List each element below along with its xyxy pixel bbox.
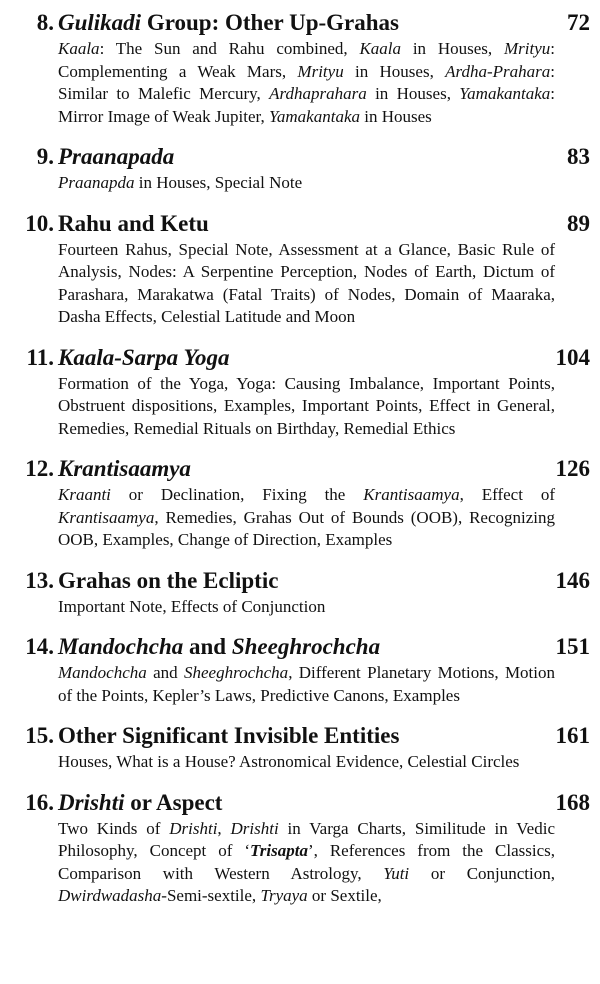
- chapter-title-part: Kaala-Sarpa Yoga: [58, 344, 230, 370]
- chapter-title-part: Drishti: [58, 789, 125, 815]
- topic-text: , Effect of: [459, 485, 555, 504]
- toc-entry: [0, 209, 600, 329]
- chapter-topics: [58, 38, 555, 128]
- topic-text: : Similar to Malefic Mercury,: [58, 61, 555, 103]
- page-number: 104: [555, 344, 590, 370]
- chapter-number: 9.: [36, 144, 54, 169]
- page-number: 151: [555, 634, 590, 659]
- topic-text: Sheeghrochcha: [184, 663, 289, 682]
- topic-text: in Houses,: [366, 84, 460, 103]
- toc-entry: [0, 343, 600, 441]
- topic-text: Drishti: [230, 818, 279, 838]
- topic-text: , Remedies, Grahas Out of Bounds (OOB), Recognizing OOB, Examples, Change of Direction, Examples: [58, 507, 555, 549]
- topic-text: Tryaya: [260, 886, 308, 905]
- topic-text: Mandochcha: [58, 663, 147, 682]
- chapter-title: [58, 142, 174, 172]
- chapter-heading: [0, 343, 600, 373]
- chapter-heading: [0, 209, 600, 239]
- chapter-title: [58, 721, 399, 751]
- chapter-number: 15.: [25, 723, 54, 748]
- topic-text: Kraanti: [58, 485, 111, 504]
- topic-text: , Different Planetary Motions, Motion of the Points, Kepler’s Laws, Predictive Canons, Examples: [58, 663, 556, 705]
- topic-text: in Varga Charts, Similitude in Vedic Philosophy, Concept of ‘: [58, 818, 555, 860]
- chapter-title-part: Grahas on the Ecliptic: [58, 567, 279, 593]
- topic-text: or Sextile,: [307, 886, 382, 905]
- topic-text: : Mirror Image of Weak Jupiter,: [58, 84, 556, 126]
- chapter-title-part: Sheeghrochcha: [231, 634, 381, 659]
- chapter-title: [58, 788, 222, 818]
- chapter-number: 12.: [25, 456, 54, 481]
- page-number: 146: [555, 567, 590, 593]
- toc-entry: [0, 454, 600, 552]
- topic-text: Ardhaprahara: [269, 84, 367, 103]
- topic-text: Yamakantaka: [269, 106, 361, 126]
- table-of-contents: [0, 8, 600, 922]
- chapter-heading: [0, 788, 600, 818]
- chapter-title-part: Other Significant Invisible Entities: [58, 723, 400, 748]
- topic-text: Krantisaamya: [363, 485, 460, 504]
- topic-text: in Houses,: [401, 39, 504, 58]
- chapter-topics: [58, 239, 555, 329]
- chapter-number: 14.: [25, 634, 54, 659]
- topic-text: -Semi-sextile,: [161, 886, 261, 905]
- topic-text: : Complementing a Weak Mars,: [58, 39, 555, 81]
- topic-text: : The Sun and Rahu combined,: [99, 39, 360, 58]
- chapter-title: [58, 566, 278, 596]
- chapter-title: [58, 632, 380, 662]
- chapter-title-part: or Aspect: [124, 789, 223, 815]
- page-number: 161: [555, 723, 590, 748]
- chapter-number: 11.: [26, 344, 54, 370]
- chapter-title: [58, 209, 209, 239]
- toc-entry: [0, 142, 600, 195]
- chapter-title-part: Krantisaamya: [58, 456, 191, 481]
- chapter-heading: [0, 454, 600, 484]
- chapter-heading: [0, 721, 600, 751]
- page-number: 83: [567, 144, 590, 169]
- chapter-title-part: Praanapada: [58, 144, 175, 169]
- chapter-number: 16.: [25, 789, 54, 815]
- chapter-title: [58, 343, 229, 373]
- toc-entry: [0, 632, 600, 707]
- chapter-title-part: Group: Other Up-Grahas: [141, 10, 399, 35]
- page-number: 168: [555, 789, 590, 815]
- topic-text: and: [146, 663, 185, 682]
- topic-text: Praanapda: [58, 173, 135, 192]
- topic-text: in Houses,: [343, 61, 446, 81]
- chapter-topics: [58, 596, 555, 619]
- chapter-heading: [0, 8, 600, 38]
- chapter-number: 10.: [25, 210, 54, 236]
- chapter-topics: [58, 373, 555, 441]
- toc-entry: [0, 788, 600, 908]
- chapter-number: 13.: [25, 567, 54, 593]
- page-number: 126: [555, 456, 590, 481]
- topic-text: Trisapta: [250, 841, 308, 860]
- chapter-topics: [58, 751, 555, 774]
- topic-text: Yuti: [383, 863, 410, 883]
- chapter-topics: [58, 662, 555, 707]
- chapter-title-part: and: [183, 634, 232, 659]
- topic-text: Mrityu: [297, 61, 344, 81]
- page-number: 72: [567, 10, 590, 35]
- topic-text: Drishti: [169, 818, 218, 838]
- topic-text: Formation of the Yoga, Yoga: Causing Imbalance, Important Points, Obstruent dispositions, Examples, Important Points, Effect in General, Remedies, Remedial Rituals on Birthday, Remedial Ethics: [58, 373, 555, 438]
- topic-text: ’, References from the Classics, Comparison with Western Astrology,: [58, 841, 556, 883]
- chapter-title-part: Mandochcha: [58, 634, 184, 659]
- topic-text: Important Note, Effects of Conjunction: [58, 596, 326, 616]
- chapter-title: [58, 8, 399, 38]
- topic-text: or Conjunction,: [409, 863, 555, 883]
- topic-text: in Houses, Special Note: [134, 173, 303, 192]
- toc-entry: [0, 566, 600, 619]
- chapter-title-part: Gulikadi: [58, 10, 142, 35]
- chapter-topics: [58, 484, 555, 552]
- topic-text: Krantisaamya: [58, 507, 155, 527]
- topic-text: Fourteen Rahus, Special Note, Assessment at a Glance, Basic Rule of Analysis, Nodes: A Serpentine Perception, Nodes of Earth, Dictum of Parashara, Marakatwa (Fatal Traits) of Nodes, Domain of Maaraka, Dasha Effects, Celestial Latitude and Moon: [58, 239, 555, 326]
- topic-text: Kaala: [58, 39, 100, 58]
- toc-entry: [0, 721, 600, 774]
- page-number: 89: [567, 210, 590, 236]
- chapter-title: [58, 454, 191, 484]
- topic-text: in Houses: [360, 106, 432, 126]
- topic-text: Two Kinds of: [58, 818, 170, 838]
- chapter-heading: [0, 142, 600, 172]
- topic-text: Ardha-Prahara: [445, 61, 551, 81]
- topic-text: Mrityu: [503, 39, 551, 58]
- topic-text: Houses, What is a House? Astronomical Evidence, Celestial Circles: [58, 752, 520, 771]
- chapter-heading: [0, 566, 600, 596]
- topic-text: or Declination, Fixing the: [110, 485, 364, 504]
- topic-text: Kaala: [359, 39, 402, 58]
- topic-text: Dwirdwadasha: [58, 886, 162, 905]
- chapter-number: 8.: [36, 10, 54, 35]
- chapter-title-part: Rahu and Ketu: [58, 210, 209, 236]
- chapter-topics: [58, 172, 555, 195]
- toc-entry: [0, 8, 600, 128]
- topic-text: ,: [217, 818, 231, 838]
- topic-text: Yamakantaka: [459, 84, 551, 103]
- chapter-topics: [58, 818, 555, 908]
- chapter-heading: [0, 632, 600, 662]
